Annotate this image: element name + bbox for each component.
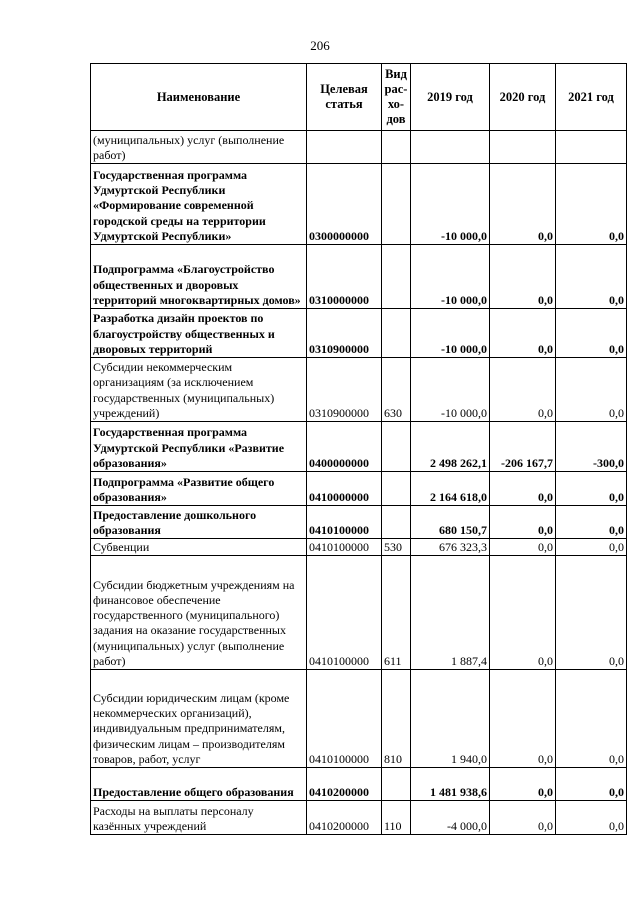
- budget-table: [90, 63, 627, 835]
- row-name: Субсидии бюджетным учреждениям на финансовое обеспечение государственного (муниципального) задания на оказание государственных (муниципальных) услуг (выполнение работ): [91, 556, 307, 670]
- row-value-2021: [556, 131, 627, 164]
- row-target-article: 0410100000: [307, 506, 382, 539]
- row-name: Субвенции: [91, 539, 307, 556]
- row-value-2020: [490, 131, 556, 164]
- row-name: Подпрограмма «Развитие общего образования»: [91, 472, 307, 506]
- row-expense-kind: [382, 472, 411, 506]
- row-value-2019: -10 000,0: [411, 245, 490, 309]
- row-target-article: 0410000000: [307, 472, 382, 506]
- row-value-2020: 0,0: [490, 539, 556, 556]
- row-target-article: [307, 131, 382, 164]
- row-value-2019: 2 498 262,1: [411, 422, 490, 472]
- row-value-2020: -206 167,7: [490, 422, 556, 472]
- header-target-line: статья: [325, 97, 363, 111]
- row-expense-kind: [382, 506, 411, 539]
- row-value-2020: 0,0: [490, 801, 556, 835]
- row-target-article: 0410100000: [307, 556, 382, 670]
- row-name: Разработка дизайн проектов по благоустройству общественных и дворовых территорий: [91, 309, 307, 358]
- row-value-2021: 0,0: [556, 768, 627, 801]
- row-value-2019: -10 000,0: [411, 309, 490, 358]
- row-name: Предоставление общего образования: [91, 768, 307, 801]
- row-value-2020: 0,0: [490, 164, 556, 245]
- row-value-2019: 1 887,4: [411, 556, 490, 670]
- row-value-2020: 0,0: [490, 768, 556, 801]
- row-value-2021: 0,0: [556, 358, 627, 422]
- table-row: [91, 539, 627, 556]
- row-value-2019: -10 000,0: [411, 358, 490, 422]
- row-value-2019: 1 481 938,6: [411, 768, 490, 801]
- row-expense-kind: [382, 245, 411, 309]
- row-value-2020: 0,0: [490, 245, 556, 309]
- page-number: 206: [310, 38, 330, 53]
- row-value-2021: 0,0: [556, 670, 627, 768]
- row-value-2021: 0,0: [556, 801, 627, 835]
- row-value-2019: -10 000,0: [411, 164, 490, 245]
- row-target-article: 0300000000: [307, 164, 382, 245]
- header-kind-line: дов: [386, 112, 406, 126]
- header-2020: 2020 год: [490, 64, 556, 131]
- table-row: [91, 245, 627, 309]
- row-target-article: 0310000000: [307, 245, 382, 309]
- row-value-2020: 0,0: [490, 472, 556, 506]
- row-value-2020: 0,0: [490, 358, 556, 422]
- row-expense-kind: [382, 309, 411, 358]
- table-row: [91, 422, 627, 472]
- row-expense-kind: 110: [382, 801, 411, 835]
- table-row: [91, 164, 627, 245]
- header-target-line: Целевая: [320, 82, 368, 96]
- row-expense-kind: 611: [382, 556, 411, 670]
- header-name: Наименование: [91, 64, 307, 131]
- row-value-2019: 1 940,0: [411, 670, 490, 768]
- header-kind-line: рас-: [384, 82, 408, 96]
- header-2019: 2019 год: [411, 64, 490, 131]
- row-name: Субсидии некоммерческим организациям (за исключением государственных (муниципальных) учреждений): [91, 358, 307, 422]
- row-value-2021: -300,0: [556, 422, 627, 472]
- row-value-2020: 0,0: [490, 556, 556, 670]
- row-value-2021: 0,0: [556, 164, 627, 245]
- table-header-row: [91, 64, 627, 131]
- table-row: [91, 309, 627, 358]
- row-name: Государственная программа Удмуртской Республики «Развитие образования»: [91, 422, 307, 472]
- row-value-2019: 2 164 618,0: [411, 472, 490, 506]
- table-row: [91, 358, 627, 422]
- table-row: [91, 506, 627, 539]
- row-target-article: 0310900000: [307, 309, 382, 358]
- row-target-article: 0400000000: [307, 422, 382, 472]
- row-value-2021: 0,0: [556, 539, 627, 556]
- row-value-2019: 680 150,7: [411, 506, 490, 539]
- row-value-2019: -4 000,0: [411, 801, 490, 835]
- row-value-2021: 0,0: [556, 309, 627, 358]
- row-value-2019: 676 323,3: [411, 539, 490, 556]
- row-name: (муниципальных) услуг (выполнение работ): [91, 131, 307, 164]
- table-row: [91, 801, 627, 835]
- table-row: [91, 768, 627, 801]
- table-row: [91, 556, 627, 670]
- row-expense-kind: [382, 131, 411, 164]
- row-value-2020: 0,0: [490, 670, 556, 768]
- row-target-article: 0410100000: [307, 670, 382, 768]
- row-name: Предоставление дошкольного образования: [91, 506, 307, 539]
- header-expense-kind: [382, 64, 411, 131]
- table-row: [91, 131, 627, 164]
- row-expense-kind: [382, 164, 411, 245]
- header-kind-line: Вид: [385, 67, 407, 81]
- row-value-2020: 0,0: [490, 506, 556, 539]
- row-target-article: 0410200000: [307, 801, 382, 835]
- row-value-2021: 0,0: [556, 556, 627, 670]
- row-expense-kind: 810: [382, 670, 411, 768]
- row-name: Расходы на выплаты персоналу казённых учреждений: [91, 801, 307, 835]
- row-name: Подпрограмма «Благоустройство общественных и дворовых территорий многоквартирных домов»: [91, 245, 307, 309]
- row-value-2021: 0,0: [556, 506, 627, 539]
- header-target-article: [307, 64, 382, 131]
- row-value-2020: 0,0: [490, 309, 556, 358]
- header-2021: 2021 год: [556, 64, 627, 131]
- row-expense-kind: [382, 768, 411, 801]
- row-name: Государственная программа Удмуртской Республики «Формирование современной городской среды на территории Удмуртской Республики»: [91, 164, 307, 245]
- table-row: [91, 472, 627, 506]
- row-name: Субсидии юридическим лицам (кроме некоммерческих организаций), индивидуальным предпринимателям, физическим лицам – производителям товаров, работ, услуг: [91, 670, 307, 768]
- row-target-article: 0310900000: [307, 358, 382, 422]
- row-target-article: 0410100000: [307, 539, 382, 556]
- row-target-article: 0410200000: [307, 768, 382, 801]
- row-value-2021: 0,0: [556, 472, 627, 506]
- row-expense-kind: [382, 422, 411, 472]
- row-expense-kind: 530: [382, 539, 411, 556]
- table-row: [91, 670, 627, 768]
- row-value-2021: 0,0: [556, 245, 627, 309]
- header-kind-line: хо-: [387, 97, 405, 111]
- row-expense-kind: 630: [382, 358, 411, 422]
- row-value-2019: [411, 131, 490, 164]
